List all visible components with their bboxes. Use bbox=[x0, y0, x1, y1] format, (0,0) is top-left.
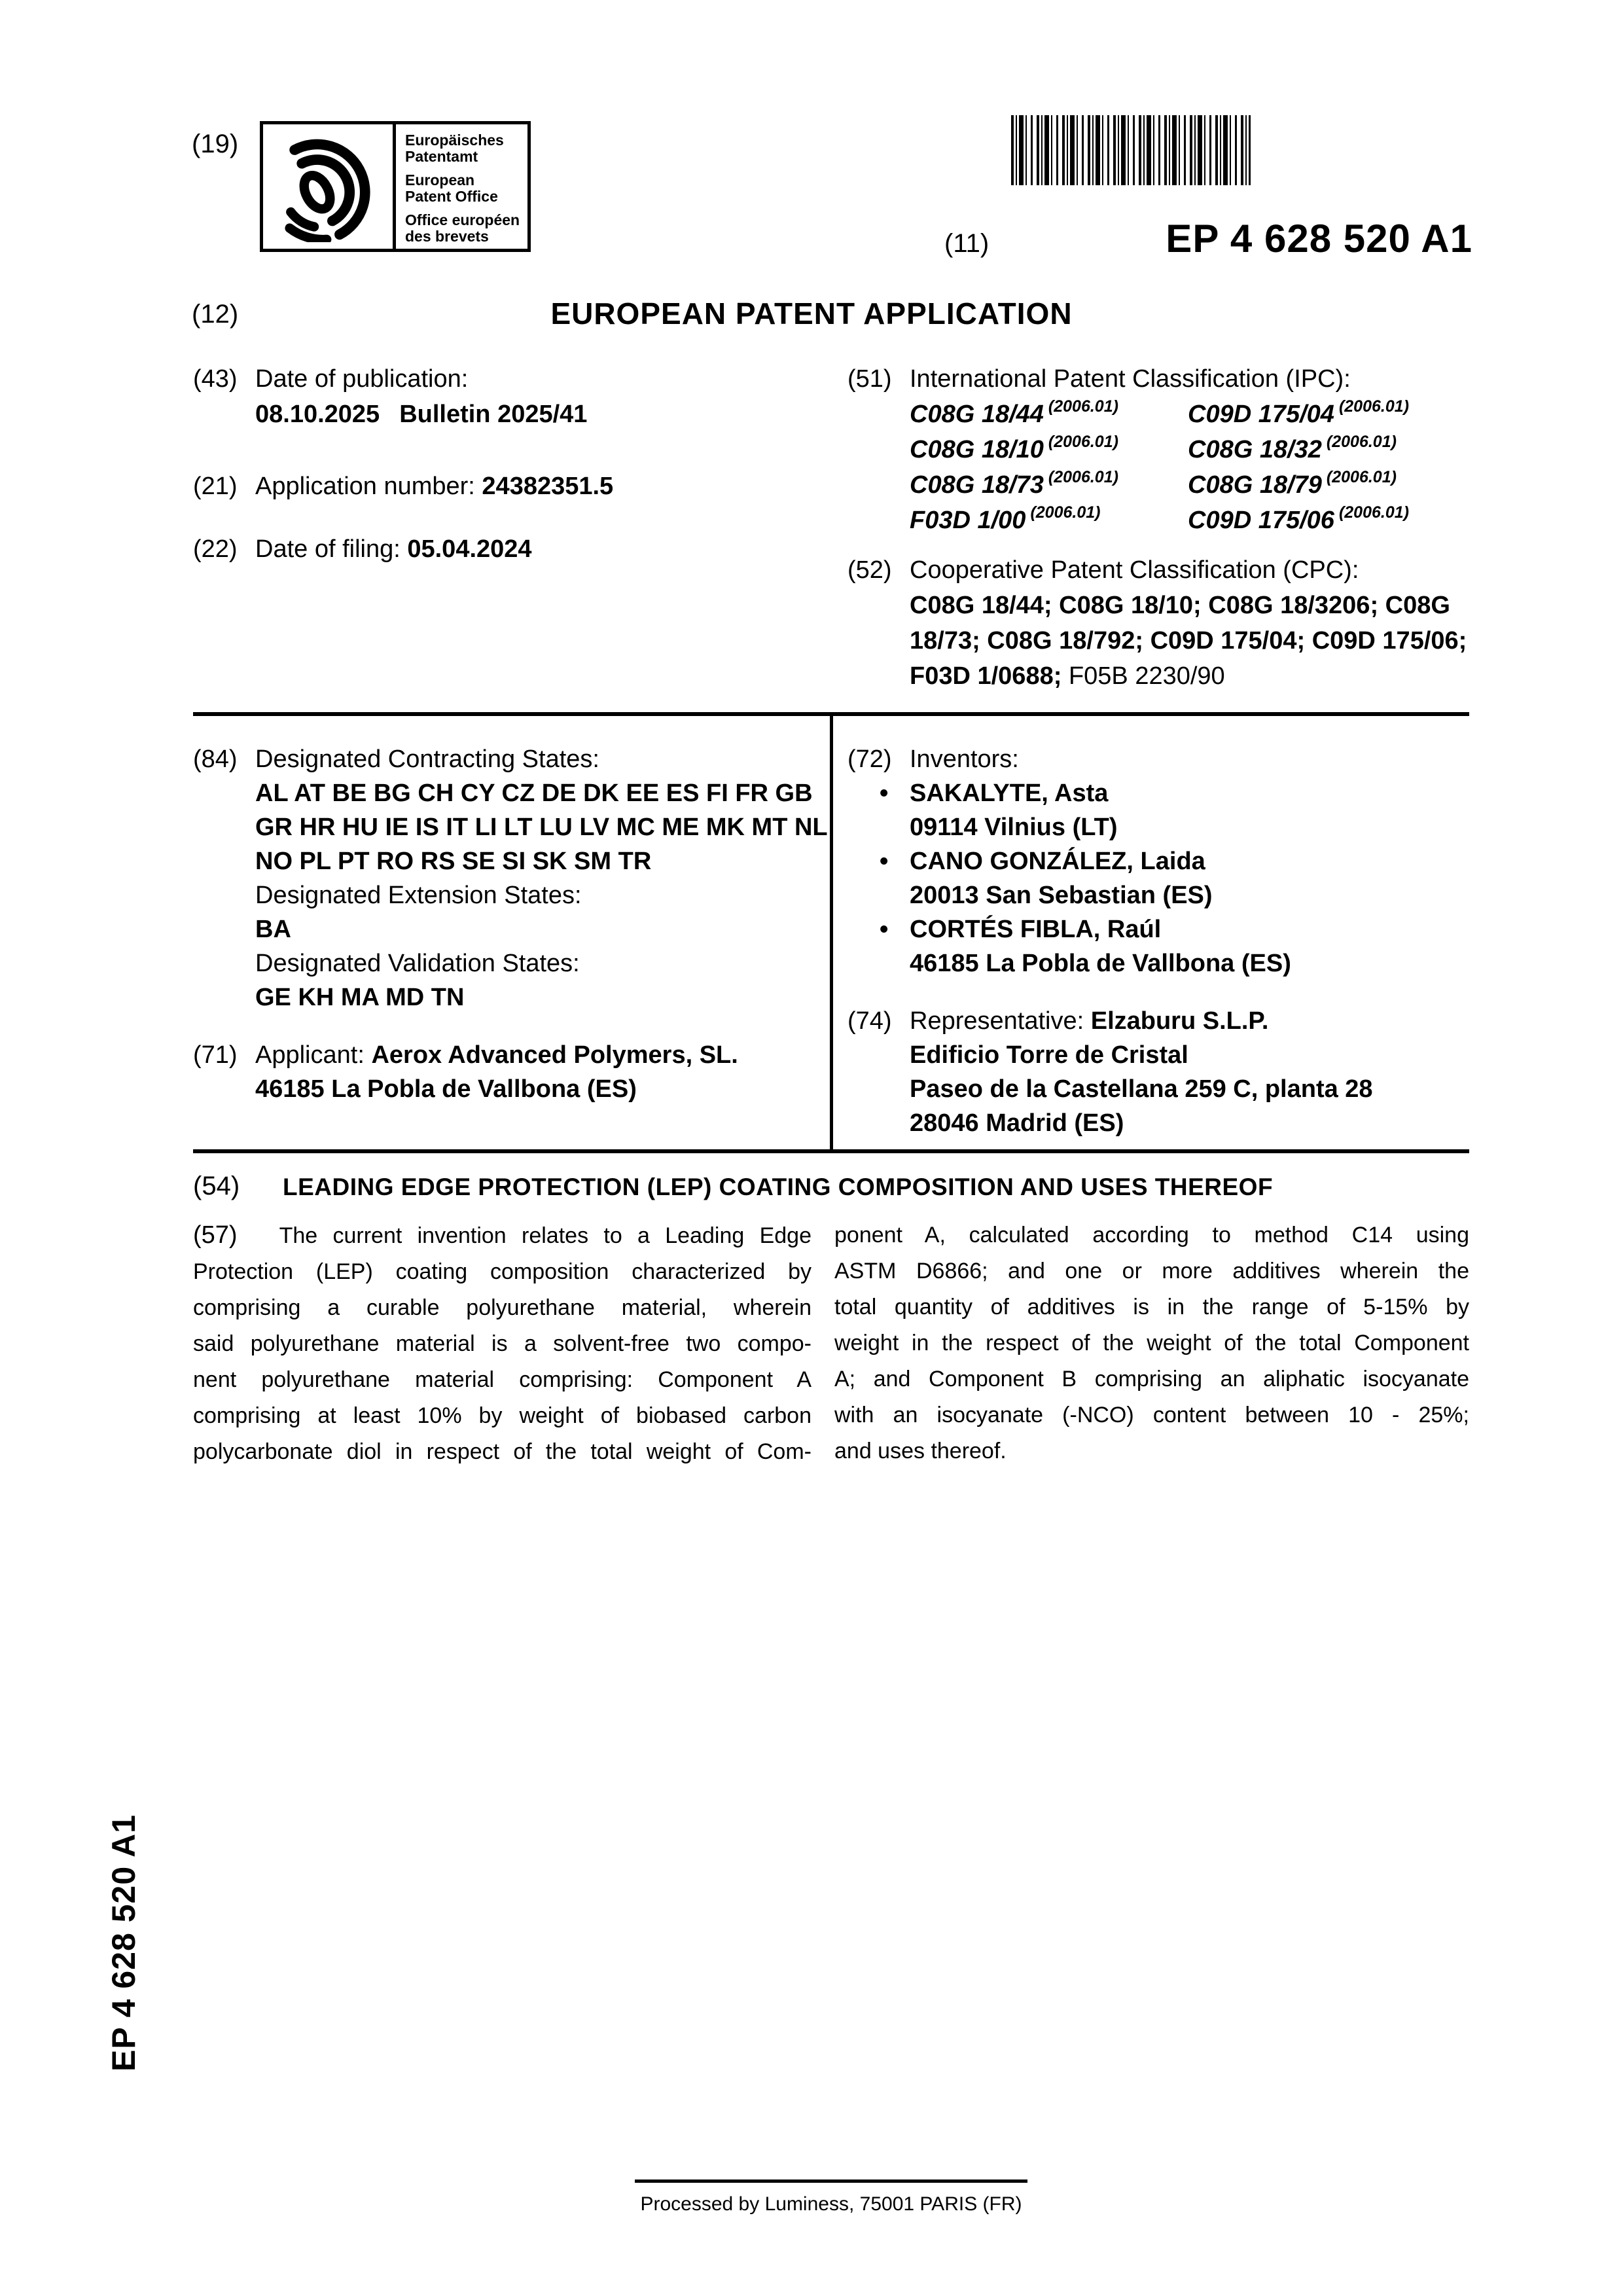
abstract-line: A; and Component B comprising an aliphatic isocyanate bbox=[834, 1367, 1469, 1391]
inid-code-54: (54) bbox=[193, 1172, 240, 1200]
cpc-label: Cooperative Patent Classification (CPC): bbox=[910, 556, 1359, 584]
footer-text: Processed by Luminess, 75001 PARIS (FR) bbox=[640, 2193, 1022, 2215]
inventors-label: Inventors: bbox=[910, 745, 1019, 773]
footer bbox=[635, 2179, 1027, 2215]
abstract-line: comprising at least 10% by weight of biobased carbon bbox=[193, 1403, 812, 1428]
epo-logo-icon bbox=[263, 124, 396, 249]
abstract-line: and uses thereof. bbox=[834, 1439, 1007, 1463]
representative-address-line: 28046 Madrid (ES) bbox=[910, 1109, 1124, 1137]
representative-address-line: Edificio Torre de Cristal bbox=[910, 1041, 1188, 1069]
inid-code-21: (21) bbox=[193, 473, 238, 500]
ipc-code-grid bbox=[910, 397, 1469, 538]
epo-name-fr-line2: des brevets bbox=[405, 228, 489, 245]
applicant-address: 46185 La Pobla de Vallbona (ES) bbox=[255, 1075, 637, 1103]
representative-label: Representative: bbox=[910, 1007, 1084, 1035]
inventor-entry bbox=[880, 776, 1469, 844]
bibliographic-top-section bbox=[193, 361, 1469, 694]
ipc-code: C09D 175/06 $^{(2006.01)}$ bbox=[1188, 503, 1409, 534]
contracting-states-line: NO PL PT RO RS SE SI SK SM TR bbox=[255, 848, 652, 875]
inid-code-11: (11) bbox=[944, 229, 990, 258]
application-number-value: 24382351.5 bbox=[482, 473, 614, 500]
inid-code-51: (51) bbox=[847, 365, 892, 393]
inid-code-22: (22) bbox=[193, 535, 238, 563]
cpc-item bbox=[847, 552, 1469, 694]
invention-title: LEADING EDGE PROTECTION (LEP) COATING COMPOSITION AND USES THEREOF bbox=[283, 1174, 1274, 1200]
inid-code-72: (72) bbox=[847, 745, 892, 773]
epo-logo-box bbox=[260, 121, 531, 252]
parties-column bbox=[847, 742, 1469, 1140]
inventor-name: CANO GONZÁLEZ, Laida bbox=[910, 848, 1205, 875]
epo-name-de-line2: Patentamt bbox=[405, 148, 478, 165]
validation-states-label: Designated Validation States: bbox=[255, 950, 580, 977]
inid-code-12: (12) bbox=[192, 300, 239, 329]
applicant-item bbox=[193, 1038, 815, 1106]
inid-code-84: (84) bbox=[193, 745, 238, 773]
document-type-title: EUROPEAN PATENT APPLICATION bbox=[550, 296, 1073, 331]
abstract-line: nent polyurethane material comprising: Component A bbox=[193, 1367, 812, 1392]
application-number-item bbox=[193, 469, 815, 504]
ipc-code: C08G 18/73 $^{(2006.01)}$ bbox=[910, 468, 1118, 499]
filing-date-label: Date of filing: bbox=[255, 535, 401, 563]
abstract-section bbox=[193, 1217, 1469, 1470]
epo-name-de-line1: Europäisches bbox=[405, 132, 504, 149]
ipc-label: International Patent Classification (IPC): bbox=[910, 365, 1351, 393]
bullet-icon: • bbox=[880, 916, 889, 943]
bulletin-number: Bulletin 2025/41 bbox=[399, 401, 588, 428]
abstract-line: ASTM D6866; and one or more additives wherein the bbox=[834, 1259, 1469, 1283]
ipc-code: F03D 1/00 $^{(2006.01)}$ bbox=[910, 503, 1101, 534]
inid-code-52: (52) bbox=[847, 556, 892, 584]
inventor-address: 09114 Vilnius (LT) bbox=[910, 814, 1118, 841]
contracting-states-line: GR HR HU IE IS IT LI LT LU LV MC ME MK MT NL bbox=[255, 814, 828, 841]
ipc-code: C09D 175/04 $^{(2006.01)}$ bbox=[1188, 397, 1409, 428]
cpc-codes bbox=[910, 588, 1469, 694]
abstract-line: Protection (LEP) coating composition characterized by bbox=[193, 1259, 812, 1284]
applicant-name: Aerox Advanced Polymers, SL. bbox=[371, 1041, 738, 1069]
extension-states-value: BA bbox=[255, 916, 291, 943]
cpc-codes-regular: F05B 2230/90 bbox=[1068, 662, 1225, 690]
inventor-name: CORTÉS FIBLA, Raúl bbox=[910, 916, 1162, 943]
filing-date-item bbox=[193, 531, 815, 567]
publication-number: EP 4 628 520 A1 bbox=[1166, 217, 1472, 260]
contracting-states-label: Designated Contracting States: bbox=[255, 745, 599, 773]
ipc-code: C08G 18/32 $^{(2006.01)}$ bbox=[1188, 433, 1397, 463]
filing-date-value: 05.04.2024 bbox=[407, 535, 532, 563]
designations-parties-section bbox=[193, 716, 1469, 1149]
inventors-item bbox=[847, 742, 1469, 980]
inventor-name: SAKALYTE, Asta bbox=[910, 780, 1109, 807]
inventor-entry bbox=[880, 912, 1469, 980]
biblio-right-column bbox=[847, 361, 1469, 694]
biblio-left-column bbox=[193, 361, 815, 694]
publication-number-row bbox=[944, 216, 1472, 261]
epo-name-fr-line1: Office européen bbox=[405, 211, 520, 228]
abstract-line: said polyurethane material is a solvent-free two compo- bbox=[193, 1331, 812, 1356]
sidebar-publication-number: EP 4 628 520 A1 bbox=[105, 1814, 142, 2072]
invention-title-row bbox=[193, 1172, 1469, 1203]
ipc-item bbox=[847, 361, 1469, 538]
abstract-line: ponent A, calculated according to method C14 using bbox=[834, 1223, 1469, 1247]
inventor-entry bbox=[880, 844, 1469, 912]
barcode bbox=[1011, 115, 1251, 185]
inid-code-57: (57) bbox=[193, 1221, 238, 1249]
publication-date-value: 08.10.2025 bbox=[255, 401, 380, 428]
horizontal-rule-bottom bbox=[193, 1149, 1469, 1153]
footer-rule bbox=[635, 2179, 1027, 2183]
designated-states-item bbox=[193, 742, 828, 1014]
epo-office-names bbox=[396, 124, 520, 249]
contracting-states-line: AL AT BE BG CH CY CZ DE DK EE ES FI FR GB bbox=[255, 780, 813, 807]
abstract-left-column bbox=[193, 1217, 812, 1470]
epo-name-en-line1: European bbox=[405, 171, 475, 188]
validation-states-value: GE KH MA MD TN bbox=[255, 984, 465, 1011]
extension-states-label: Designated Extension States: bbox=[255, 882, 582, 909]
inid-code-71: (71) bbox=[193, 1041, 238, 1069]
epo-name-en-line2: Patent Office bbox=[405, 188, 498, 205]
designations-column bbox=[193, 742, 828, 1106]
application-number-label: Application number: bbox=[255, 473, 475, 500]
applicant-label: Applicant: bbox=[255, 1041, 365, 1069]
publication-date-item bbox=[193, 361, 815, 432]
representative-name: Elzaburu S.L.P. bbox=[1090, 1007, 1269, 1035]
inventor-address: 20013 San Sebastian (ES) bbox=[910, 882, 1213, 909]
inid-code-43: (43) bbox=[193, 365, 238, 393]
representative-item bbox=[847, 1004, 1469, 1140]
ipc-code: C08G 18/10 $^{(2006.01)}$ bbox=[910, 433, 1118, 463]
bullet-icon: • bbox=[880, 780, 889, 807]
inventor-address: 46185 La Pobla de Vallbona (ES) bbox=[910, 950, 1291, 977]
abstract-right-column bbox=[834, 1217, 1469, 1470]
abstract-line: weight in the respect of the weight of the total Component bbox=[834, 1331, 1469, 1355]
bullet-icon: • bbox=[880, 848, 889, 875]
inid-code-74: (74) bbox=[847, 1007, 892, 1035]
abstract-line: with an isocyanate (-NCO) content between 10 - 25%; bbox=[834, 1403, 1469, 1427]
ipc-code: C08G 18/79 $^{(2006.01)}$ bbox=[1188, 468, 1397, 499]
publication-date-label: Date of publication: bbox=[255, 365, 469, 393]
abstract-line: comprising a curable polyurethane material, wherein bbox=[193, 1295, 812, 1320]
abstract-line: (57) The current invention relates to a Leading Edge bbox=[193, 1221, 812, 1249]
epo-fingerprint-mark bbox=[276, 131, 380, 242]
inid-code-19: (19) bbox=[192, 130, 239, 158]
ipc-code: C08G 18/44 $^{(2006.01)}$ bbox=[910, 397, 1118, 428]
representative-address-line: Paseo de la Castellana 259 C, planta 28 bbox=[910, 1075, 1373, 1103]
vertical-rule bbox=[830, 716, 833, 1149]
cpc-codes-bold: C08G 18/44; C08G 18/10; C08G 18/3206; C08G 18/73; C08G 18/792; C09D 175/04; C09D 175/06; F03D 1/0688; bbox=[910, 592, 1467, 690]
abstract-line: total quantity of additives is in the range of 5-15% by bbox=[834, 1295, 1469, 1319]
abstract-line: polycarbonate diol in respect of the total weight of Com- bbox=[193, 1439, 812, 1464]
